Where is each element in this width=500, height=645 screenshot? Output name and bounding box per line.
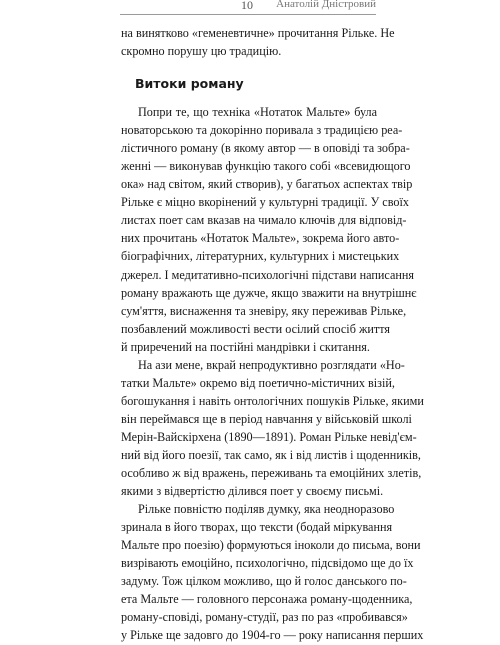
text-line: у Рільке ще задовго до 1904-го — року написання перших: [121, 628, 424, 643]
page-header: [120, 0, 376, 15]
text-line: роману-сповіді, роману-студії, раз по раз «пробивався»: [121, 610, 408, 625]
paragraph-continuation: [121, 24, 395, 60]
text-line: особливо ж від вражень, переживань та емоційних злетів,: [121, 466, 422, 481]
text-line: женні — виконував функцію такого собі «всевидющого: [121, 159, 411, 174]
text-line: лістичного роману (в якому автор — в оповіді та зобра-: [121, 141, 410, 156]
text-line: новаторською та докорінно поривала з традицією реа-: [121, 123, 403, 138]
text-line: біографічних, літературних, культурних і мистецьких: [121, 249, 400, 264]
text-line: джерел. І медитативно-психологічні підстави написання: [121, 267, 415, 282]
text-line: Рільке є міцно вкорінений у культурні традиції. У своїх: [121, 195, 409, 210]
text-line: Рільке повністю поділяв думку, яка неодноразово: [138, 502, 395, 517]
text-line: сум'яття, виснаження та зневіру, яку переживав Рільке,: [121, 303, 407, 318]
text-line: якими з відвертістю ділився поет у своєму письмі.: [121, 484, 384, 499]
paragraph-1: [121, 103, 417, 356]
text-line: Мальте про поезію) формуються іноколи до письма, вони: [121, 538, 421, 553]
text-line: На ази мене, вкрай непродуктивно розглядати «Но-: [138, 357, 405, 372]
text-line: ета Мальте — головного персонажа роману-щоденника,: [121, 592, 413, 607]
text-line: він переймався ще в період навчання у військовій школі: [121, 411, 412, 426]
text-line: роману вражають ще дужче, якщо зважити на внутрішнє: [121, 285, 417, 300]
text-line: Попри те, що техніка «Нотаток Мальте» була: [138, 105, 377, 120]
paragraph-3: [121, 500, 424, 644]
text-line: ний від його поезії, так само, як і від листів і щоденників,: [121, 447, 421, 462]
running-head: Анатолій Дністровий: [276, 0, 376, 10]
text-line: зринала в його творах, що тексти (бодай міркування: [121, 520, 393, 535]
text-line: скромно порушу цю традицію.: [121, 44, 282, 59]
text-line: татки Мальте» окремо від поетично-містичних візій,: [121, 375, 395, 390]
page-number: 10: [241, 0, 253, 12]
text-line: задуму. Тож цілком можливо, що й голос данського по-: [121, 574, 407, 589]
text-line: них прочитань «Нотаток Мальте», зокрема його авто-: [121, 231, 400, 246]
text-line: позбавлений можливості вести осілий спосіб життя: [121, 321, 390, 336]
section-heading: Витоки роману: [135, 76, 244, 92]
text-line: богошукання і навіть онтологічних пошуків Рільке, якими: [121, 393, 424, 408]
text-line: Мерін-Вайскірхена (1890—1891). Роман Рільке невід'єм-: [121, 429, 417, 444]
paragraph-2: [121, 356, 424, 500]
text-line: й приречений на постійні мандрівки і скитання.: [121, 339, 370, 354]
body-text: [121, 24, 424, 645]
text-line: на винятково «геменевтичне» прочитання Рільке. Не: [121, 26, 395, 40]
text-line: визрівають емоційно, психологічно, підсвідомо ще до їх: [121, 556, 414, 571]
text-line: ока» над світом, який створив), у багатьох аспектах твір: [121, 177, 413, 192]
text-line: листах поет сам вказав на чимало ключів для відповід-: [121, 213, 407, 228]
